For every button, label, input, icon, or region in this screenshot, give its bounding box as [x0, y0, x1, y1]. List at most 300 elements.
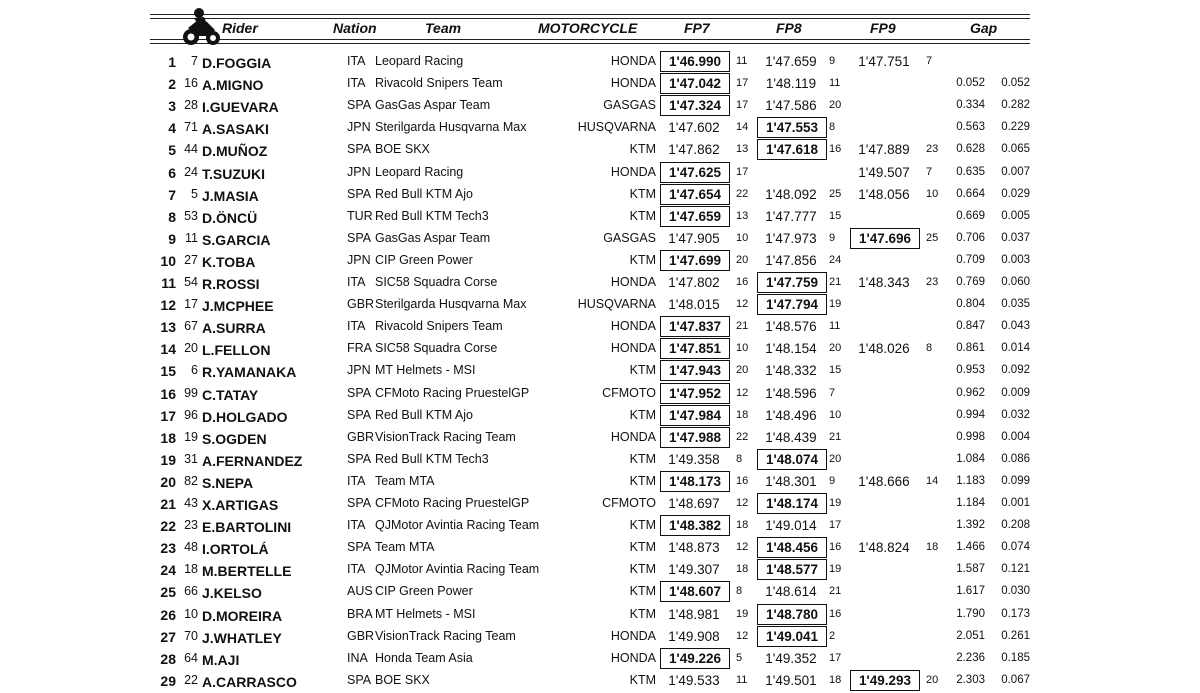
team-cell: BOE SKX	[375, 142, 430, 157]
rider-name-cell: J.KELSO	[202, 585, 262, 602]
rider-number-cell: 6	[191, 363, 198, 378]
nation-cell: INA	[347, 650, 368, 665]
position-cell: 19	[160, 451, 176, 468]
fp9-lap-cell: 23	[926, 143, 939, 156]
fp8-lap-cell: 21	[829, 430, 842, 443]
fp7-time-cell: 1'48.382	[660, 515, 730, 536]
gap-previous-cell: 0.067	[1001, 673, 1030, 686]
team-cell: BOE SKX	[375, 672, 430, 687]
team-cell: GasGas Aspar Team	[375, 230, 491, 245]
fp8-lap-cell: 17	[829, 519, 842, 532]
fp8-lap-cell: 17	[829, 651, 842, 664]
header-rider: Rider	[222, 20, 258, 36]
fp7-time-cell: 1'49.307	[668, 562, 720, 578]
fp7-time-cell: 1'47.905	[668, 230, 720, 246]
fp9-lap-cell: 8	[926, 342, 933, 355]
rider-number-cell: 18	[184, 562, 198, 577]
rider-number-cell: 16	[184, 76, 198, 91]
gap-first-cell: 0.953	[956, 364, 985, 377]
fp7-lap-cell: 12	[736, 629, 749, 642]
table-row	[0, 406, 1200, 428]
table-row	[0, 538, 1200, 560]
gap-first-cell: 1.392	[956, 519, 985, 532]
position-cell: 9	[168, 230, 176, 247]
motorcycle-cell: KTM	[629, 252, 656, 267]
rider-number-cell: 54	[184, 275, 198, 289]
gap-previous-cell: 0.121	[1001, 563, 1030, 576]
team-cell: Team MTA	[375, 473, 435, 488]
team-cell: Rivacold Snipers Team	[375, 76, 503, 91]
header-team: Team	[425, 20, 462, 36]
fp8-lap-cell: 20	[829, 99, 842, 112]
fp8-lap-cell: 11	[829, 320, 841, 333]
gap-previous-cell: 0.173	[1001, 607, 1030, 620]
gap-previous-cell: 0.005	[1001, 209, 1030, 222]
rider-name-cell: A.FERNANDEZ	[202, 452, 303, 469]
table-row	[0, 163, 1200, 185]
fp8-lap-cell: 20	[829, 342, 842, 355]
motorcycle-cell: HUSQVARNA	[577, 120, 656, 135]
fp9-lap-cell: 23	[926, 276, 939, 288]
gap-previous-cell: 0.030	[1001, 585, 1030, 598]
rider-number-cell: 71	[184, 120, 198, 135]
fp8-time-cell: 1'49.014	[765, 518, 817, 534]
table-row	[0, 229, 1200, 251]
fp8-time-cell: 1'49.041	[757, 626, 827, 647]
gap-first-cell: 1.084	[956, 452, 985, 465]
motorcycle-cell: KTM	[629, 142, 656, 157]
fp7-lap-cell: 18	[736, 519, 749, 532]
nation-cell: ITA	[347, 275, 366, 289]
position-cell: 22	[160, 518, 176, 535]
fp9-lap-cell: 7	[926, 55, 933, 67]
nation-cell: ITA	[347, 518, 366, 533]
fp7-time-cell: 1'47.851	[660, 338, 730, 359]
header-fp9: FP9	[870, 20, 896, 36]
team-cell: Red Bull KTM Tech3	[375, 451, 489, 466]
team-cell: MT Helmets - MSI	[375, 363, 476, 378]
gap-previous-cell: 0.099	[1001, 474, 1030, 487]
fp8-time-cell: 1'47.618	[757, 139, 827, 160]
fp8-time-cell: 1'48.576	[765, 319, 817, 335]
rider-number-cell: 31	[184, 451, 198, 466]
position-cell: 25	[160, 584, 176, 601]
fp7-lap-cell: 8	[736, 585, 743, 598]
fp9-lap-cell: 20	[926, 673, 939, 686]
fp7-time-cell: 1'47.988	[660, 427, 730, 448]
fp9-time-cell: 1'47.696	[850, 228, 920, 249]
fp8-lap-cell: 24	[829, 253, 842, 266]
gap-first-cell: 0.628	[956, 143, 985, 156]
motorcycle-cell: GASGAS	[603, 98, 656, 113]
motorcycle-cell: KTM	[629, 473, 656, 488]
fp8-lap-cell: 11	[829, 77, 841, 90]
fp7-time-cell: 1'48.697	[668, 496, 720, 511]
fp8-time-cell: 1'47.553	[757, 117, 827, 138]
rider-number-cell: 28	[184, 98, 198, 113]
team-cell: SIC58 Squadra Corse	[375, 341, 498, 356]
rider-number-cell: 27	[184, 252, 198, 267]
nation-cell: SPA	[347, 98, 372, 113]
motorcycle-cell: HONDA	[610, 628, 656, 643]
nation-cell: JPN	[347, 164, 371, 179]
fp8-lap-cell: 9	[829, 474, 836, 487]
fp8-lap-cell: 18	[829, 673, 842, 686]
gap-first-cell: 2.051	[956, 629, 985, 642]
gap-first-cell: 0.861	[956, 342, 985, 355]
gap-first-cell: 1.183	[956, 474, 985, 487]
rider-name-cell: A.SASAKI	[202, 121, 269, 138]
motorcycle-cell: GASGAS	[603, 230, 656, 245]
gap-first-cell: 0.669	[956, 209, 985, 222]
team-cell: Leopard Racing	[375, 164, 464, 179]
fp7-lap-cell: 12	[736, 541, 749, 554]
nation-cell: SPA	[347, 142, 372, 157]
rider-name-cell: J.MCPHEE	[202, 298, 274, 315]
rider-name-cell: R.ROSSI	[202, 276, 260, 292]
rider-name-cell: A.CARRASCO	[202, 673, 297, 690]
table-row	[0, 671, 1200, 693]
position-cell: 29	[160, 672, 176, 689]
header-motorcycle: MOTORCYCLE	[538, 20, 638, 36]
table-row	[0, 207, 1200, 229]
rider-number-cell: 70	[184, 628, 198, 643]
gap-first-cell: 2.303	[956, 673, 985, 686]
motorcycle-cell: KTM	[629, 186, 656, 201]
gap-first-cell: 1.184	[956, 497, 985, 509]
motorcycle-cell: HONDA	[610, 341, 656, 356]
fp7-lap-cell: 10	[736, 231, 749, 244]
team-cell: VisionTrack Racing Team	[375, 429, 516, 444]
fp9-time-cell: 1'47.889	[858, 142, 910, 158]
rider-name-cell: J.MASIA	[202, 187, 259, 204]
gap-previous-cell: 0.185	[1001, 651, 1030, 664]
fp7-time-cell: 1'47.042	[660, 73, 730, 94]
team-cell: CIP Green Power	[375, 252, 473, 267]
fp8-time-cell: 1'47.759	[757, 272, 827, 293]
team-cell: VisionTrack Racing Team	[375, 628, 516, 643]
fp8-time-cell: 1'48.301	[765, 473, 817, 489]
fp8-time-cell: 1'49.352	[765, 650, 817, 666]
rider-number-cell: 64	[184, 650, 198, 665]
fp9-time-cell: 1'49.293	[850, 670, 920, 691]
table-row	[0, 428, 1200, 450]
table-row	[0, 339, 1200, 361]
fp9-time-cell: 1'48.666	[858, 473, 910, 489]
motorcycle-cell: CFMOTO	[602, 385, 656, 400]
motorcycle-cell: HONDA	[610, 54, 656, 68]
gap-previous-cell: 0.035	[1001, 298, 1030, 311]
nation-cell: SPA	[347, 672, 372, 687]
nation-cell: JPN	[347, 252, 371, 267]
fp8-lap-cell: 25	[829, 187, 842, 200]
fp9-lap-cell: 14	[926, 474, 939, 487]
fp7-time-cell: 1'48.873	[668, 540, 720, 556]
nation-cell: SPA	[347, 230, 372, 245]
fp7-time-cell: 1'47.952	[660, 383, 730, 404]
nation-cell: ITA	[347, 562, 366, 577]
gap-previous-cell: 0.007	[1001, 165, 1030, 178]
gap-previous-cell: 0.037	[1001, 231, 1030, 244]
fp7-lap-cell: 5	[736, 651, 743, 664]
rider-number-cell: 10	[184, 606, 198, 621]
rider-number-cell: 43	[184, 496, 198, 510]
fp7-lap-cell: 17	[736, 165, 749, 178]
rider-number-cell: 96	[184, 407, 198, 422]
rider-number-cell: 19	[184, 429, 198, 444]
motorcycle-cell: HONDA	[610, 164, 656, 179]
table-row	[0, 649, 1200, 671]
fp7-time-cell: 1'47.654	[660, 184, 730, 205]
gap-previous-cell: 0.282	[1001, 99, 1030, 112]
fp8-lap-cell: 16	[829, 143, 842, 156]
motorcycle-cell: KTM	[629, 363, 656, 378]
gap-first-cell: 0.052	[956, 77, 985, 90]
header-rule-top-2	[150, 18, 1030, 19]
team-cell: Honda Team Asia	[375, 650, 473, 665]
rider-name-cell: D.HOLGADO	[202, 408, 288, 425]
rider-name-cell: A.MIGNO	[202, 77, 264, 94]
nation-cell: TUR	[347, 208, 373, 223]
rider-name-cell: D.MUÑOZ	[202, 143, 268, 160]
fp7-lap-cell: 18	[736, 408, 749, 421]
gap-first-cell: 0.994	[956, 408, 985, 421]
motorcycle-cell: KTM	[629, 407, 656, 422]
gap-previous-cell: 0.052	[1001, 77, 1030, 90]
gap-first-cell: 2.236	[956, 651, 985, 664]
fp8-time-cell: 1'48.780	[757, 604, 827, 625]
fp8-time-cell: 1'47.777	[765, 208, 817, 224]
fp7-time-cell: 1'47.943	[660, 360, 730, 381]
team-cell: Sterilgarda Husqvarna Max	[375, 297, 527, 312]
rider-number-cell: 11	[185, 230, 198, 245]
fp9-lap-cell: 10	[926, 187, 939, 200]
nation-cell: ITA	[347, 473, 366, 488]
team-cell: CIP Green Power	[375, 584, 473, 599]
position-cell: 4	[168, 120, 176, 137]
table-row	[0, 185, 1200, 207]
gap-first-cell: 1.617	[956, 585, 985, 598]
nation-cell: SPA	[347, 496, 372, 510]
fp8-time-cell: 1'48.074	[757, 449, 827, 470]
motorcycle-cell: HONDA	[610, 76, 656, 91]
gap-first-cell: 0.635	[956, 165, 985, 178]
team-cell: QJMotor Avintia Racing Team	[375, 562, 540, 577]
rider-number-cell: 67	[184, 319, 198, 334]
motorcycle-cell: KTM	[629, 518, 656, 533]
nation-cell: JPN	[347, 363, 371, 378]
fp8-lap-cell: 19	[829, 497, 842, 509]
nation-cell: ITA	[347, 54, 366, 68]
table-row	[0, 560, 1200, 582]
gap-previous-cell: 0.029	[1001, 187, 1030, 200]
fp7-lap-cell: 20	[736, 253, 749, 266]
fp8-time-cell: 1'48.439	[765, 429, 817, 445]
team-cell: GasGas Aspar Team	[375, 98, 491, 113]
position-cell: 20	[160, 473, 176, 490]
nation-cell: JPN	[347, 120, 371, 135]
table-row	[0, 96, 1200, 118]
fp7-time-cell: 1'46.990	[660, 51, 730, 72]
table-row	[0, 384, 1200, 406]
fp8-time-cell: 1'48.332	[765, 363, 817, 379]
motorcycle-cell: KTM	[629, 606, 656, 621]
position-cell: 7	[168, 186, 176, 203]
fp7-time-cell: 1'47.862	[668, 142, 720, 158]
rider-number-cell: 20	[184, 341, 198, 356]
fp7-lap-cell: 13	[736, 143, 749, 156]
rider-number-cell: 44	[184, 142, 198, 157]
motorcycle-cell: HONDA	[610, 650, 656, 665]
position-cell: 28	[160, 650, 176, 667]
table-row	[0, 494, 1200, 516]
gap-previous-cell: 0.032	[1001, 408, 1030, 421]
nation-cell: SPA	[347, 385, 372, 400]
fp7-lap-cell: 12	[736, 298, 749, 311]
position-cell: 10	[160, 252, 176, 269]
position-cell: 12	[160, 297, 176, 314]
table-row	[0, 516, 1200, 538]
fp8-lap-cell: 10	[829, 408, 842, 421]
position-cell: 13	[160, 319, 176, 336]
fp7-lap-cell: 13	[736, 209, 749, 222]
team-cell: Red Bull KTM Ajo	[375, 186, 473, 201]
table-row	[0, 361, 1200, 383]
fp8-time-cell: 1'47.794	[757, 294, 827, 315]
nation-cell: SPA	[347, 407, 372, 422]
gap-previous-cell: 0.009	[1001, 386, 1030, 399]
motorcycle-cell: KTM	[629, 540, 656, 555]
fp8-time-cell: 1'48.154	[765, 341, 817, 357]
rider-number-cell: 7	[191, 54, 198, 68]
table-row	[0, 251, 1200, 273]
position-cell: 24	[160, 562, 176, 579]
rider-name-cell: X.ARTIGAS	[202, 497, 279, 513]
fp7-time-cell: 1'48.173	[660, 471, 730, 492]
nation-cell: SPA	[347, 451, 372, 466]
table-row	[0, 74, 1200, 96]
table-row	[0, 472, 1200, 494]
fp8-lap-cell: 8	[829, 121, 836, 134]
fp7-lap-cell: 22	[736, 430, 749, 443]
fp7-lap-cell: 17	[736, 77, 749, 90]
gap-first-cell: 0.334	[956, 99, 985, 112]
gap-previous-cell: 0.208	[1001, 519, 1030, 532]
team-cell: CFMoto Racing PruestelGP	[375, 385, 530, 400]
position-cell: 11	[161, 275, 176, 291]
fp7-lap-cell: 12	[736, 497, 749, 509]
fp8-time-cell: 1'48.092	[765, 186, 817, 202]
fp9-lap-cell: 18	[926, 541, 939, 554]
fp7-lap-cell: 17	[736, 99, 749, 112]
table-row	[0, 52, 1200, 74]
fp8-time-cell: 1'47.856	[765, 252, 817, 268]
rider-name-cell: S.OGDEN	[202, 430, 267, 447]
fp9-time-cell: 1'48.824	[858, 540, 910, 556]
rider-name-cell: D.MOREIRA	[202, 607, 283, 624]
nation-cell: SPA	[347, 540, 372, 555]
fp7-time-cell: 1'47.837	[660, 316, 730, 337]
header-rule-bottom-2	[150, 43, 1030, 44]
header-fp8: FP8	[776, 20, 802, 36]
fp8-lap-cell: 9	[829, 231, 836, 244]
fp7-time-cell: 1'49.226	[660, 648, 730, 669]
fp7-lap-cell: 22	[736, 187, 749, 200]
team-cell: Sterilgarda Husqvarna Max	[375, 120, 527, 135]
header-rule-bottom	[150, 39, 1030, 40]
position-cell: 3	[168, 98, 176, 115]
fp7-lap-cell: 16	[736, 474, 749, 487]
fp8-lap-cell: 20	[829, 452, 842, 465]
fp7-lap-cell: 16	[736, 276, 749, 288]
motorcycle-cell: CFMOTO	[602, 496, 656, 510]
rider-name-cell: C.TATAY	[202, 386, 259, 403]
gap-previous-cell: 0.004	[1001, 430, 1030, 443]
fp9-time-cell: 1'48.056	[858, 186, 910, 202]
rider-number-cell: 48	[184, 540, 198, 555]
team-cell: Rivacold Snipers Team	[375, 319, 503, 334]
nation-cell: ITA	[347, 319, 366, 334]
rider-number-cell: 24	[184, 164, 198, 179]
fp8-lap-cell: 16	[829, 607, 842, 620]
gap-first-cell: 0.962	[956, 386, 985, 399]
gap-previous-cell: 0.065	[1001, 143, 1030, 156]
fp7-lap-cell: 18	[736, 563, 749, 576]
fp8-lap-cell: 2	[829, 629, 836, 642]
fp7-lap-cell: 11	[736, 55, 748, 67]
fp8-lap-cell: 19	[829, 563, 842, 576]
gap-first-cell: 0.706	[956, 231, 985, 244]
header-nation: Nation	[333, 20, 377, 36]
fp7-time-cell: 1'49.358	[668, 451, 720, 467]
rider-name-cell: K.TOBA	[202, 253, 256, 270]
fp7-lap-cell: 21	[736, 320, 749, 333]
gap-first-cell: 0.804	[956, 298, 985, 311]
position-cell: 21	[160, 496, 176, 512]
rider-number-cell: 22	[184, 672, 198, 687]
fp8-lap-cell: 15	[829, 364, 842, 377]
nation-cell: GBR	[347, 628, 375, 643]
gap-previous-cell: 0.092	[1001, 364, 1030, 377]
rider-name-cell: E.BARTOLINI	[202, 519, 292, 536]
table-row	[0, 140, 1200, 162]
table-row	[0, 295, 1200, 317]
fp8-lap-cell: 16	[829, 541, 842, 554]
fp8-lap-cell: 21	[829, 276, 842, 288]
motorcycle-rider-logo-icon	[180, 6, 222, 48]
fp7-time-cell: 1'49.908	[668, 628, 720, 644]
fp7-time-cell: 1'47.699	[660, 250, 730, 271]
gap-previous-cell: 0.261	[1001, 629, 1030, 642]
position-cell: 14	[160, 341, 176, 358]
motorcycle-cell: KTM	[629, 672, 656, 687]
team-cell: CFMoto Racing PruestelGP	[375, 496, 530, 510]
position-cell: 5	[168, 142, 176, 159]
rider-number-cell: 5	[191, 186, 198, 201]
fp8-time-cell: 1'48.174	[757, 493, 827, 514]
table-row	[0, 627, 1200, 649]
team-cell: MT Helmets - MSI	[375, 606, 476, 621]
fp8-time-cell: 1'48.496	[765, 407, 817, 423]
position-cell: 26	[160, 606, 176, 623]
fp8-time-cell: 1'48.614	[765, 584, 817, 600]
fp9-time-cell: 1'48.343	[858, 275, 910, 290]
table-row	[0, 582, 1200, 604]
rider-name-cell: T.SUZUKI	[202, 165, 265, 182]
team-cell: Leopard Racing	[375, 54, 464, 68]
gap-previous-cell: 0.074	[1001, 541, 1030, 554]
nation-cell: GBR	[347, 429, 375, 444]
